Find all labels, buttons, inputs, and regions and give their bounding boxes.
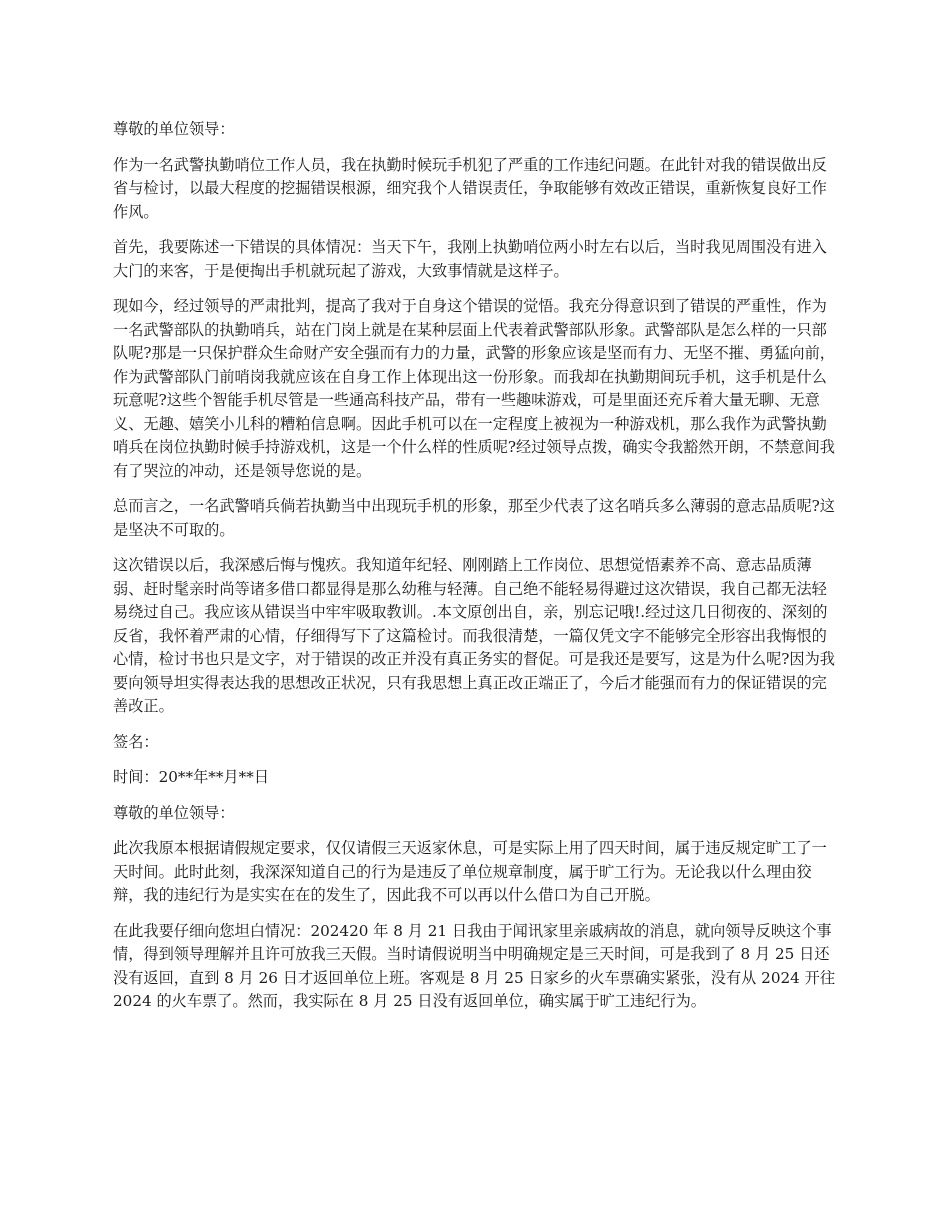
date-line: 时间：20**年**月**日 (113, 768, 270, 786)
salutation-1: 尊敬的单位领导： (113, 120, 235, 138)
paragraph-summary: 总而言之，一名武警哨兵倘若执勤当中出现玩手机的形象，那至少代表了这名哨兵多么薄弱的意志品质呢?这是坚决不可取的。 (113, 497, 835, 539)
signature-line: 签名： (113, 732, 159, 751)
paragraph-reflection: 现如今，经过领导的严肃批判，提高了我对于自身这个错误的觉悟。我充分得意识到了错误的严重性，作为一名武警部队的执勤哨兵，站在门岗上就是在某种层面上代表着武警部队形象。武警部队是怎么样的一只部队呢?那是一只保护群众生命财产安全强而有力的力量，武警的形象应该是坚而有力、无坚不摧、勇猛向前，作为武警部队门前哨岗我就应该在自身工作上体现出这一份形象。而我却在执勤期间玩手机，这手机是什么玩意呢?这些个智能手机尽管是一些通高科技产品，带有一些趣味游戏，可是里面还充斥着大量无聊、无意义、无趣、嬉笑小儿科的糟粕信息啊。因此手机可以在一定程度上被视为一种游戏机，那么我作为武警执勤哨兵在岗位执勤时候手持游戏机，这是一个什么样的性质呢?经过领导点拨，确实令我豁然开朗，不禁意间我有了哭泣的冲动，还是领导您说的是。 (113, 297, 835, 480)
paragraph-details: 在此我要仔细向您坦白情况：202420 年 8 月 21 日我由于闻讯家里亲戚病故的消息，就向领导反映这个事情，得到领导理解并且许可放我三天假。当时请假说明当中明确规定是三天时间，可是我到了 8 月 25 日还没有返回，直到 8 月 26 日才返回单位上班。客观是 8 月 25 日家乡的火车票确实紧张，没有从 2024 开往 2024 的火车票了。然而，我实际在 8 月 25 日没有返回单位，确实属于旷工违纪行为。 (113, 921, 836, 1010)
salutation-2: 尊敬的单位领导： (113, 803, 235, 822)
paragraph-intro: 作为一名武警执勤哨位工作人员，我在执勤时候玩手机犯了严重的工作违纪问题。在此针对我的错误做出反省与检讨，以最大程度的挖掘错误根源，细究我个人错误责任，争取能够有效改正错误，重新恢复良好工作作风。 (113, 155, 827, 221)
paragraph-situation: 首先，我要陈述一下错误的具体情况：当天下午，我刚上执勤哨位两小时左右以后，当时我见周围没有进入大门的来客，于是便掏出手机就玩起了游戏，大致事情就是这样子。 (113, 238, 827, 280)
document-body (113, 118, 841, 1026)
paragraph-leave: 此次我原本根据请假规定要求，仅仅请假三天返家休息，可是实际上用了四天时间，属于违反规定旷工了一天时间。此时此刻，我深深知道自己的行为是违反了单位规章制度，属于旷工行为。无论我以什么理由狡辩，我的违纪行为是实实在在的发生了，因此我不可以再以什么借口为自己开脱。 (113, 839, 827, 904)
paragraph-regret: 这次错误以后，我深感后悔与愧疚。我知道年纪轻、刚刚踏上工作岗位、思想觉悟素养不高、意志品质薄弱、赶时髦亲时尚等诸多借口都显得是那么幼稚与轻薄。自己绝不能轻易得避过这次错误，我自己都无法轻易绕过自己。我应该从错误当中牢牢吸取教训。.本文原创出自，亲，别忘记哦!.经过这几日彻夜的、深刻的反省，我怀着严肃的心情，仔细得写下了这篇检讨。而我很清楚，一篇仅凭文字不能够完全形容出我悔恨的心情，检讨书也只是文字，对于错误的改正并没有真正务实的督促。可是我还是要写，这是为什么呢?因为我要向领导坦实得表达我的思想改正状况，只有我思想上真正改正端正了，今后才能强而有力的保证错误的完善改正。 (113, 556, 835, 715)
